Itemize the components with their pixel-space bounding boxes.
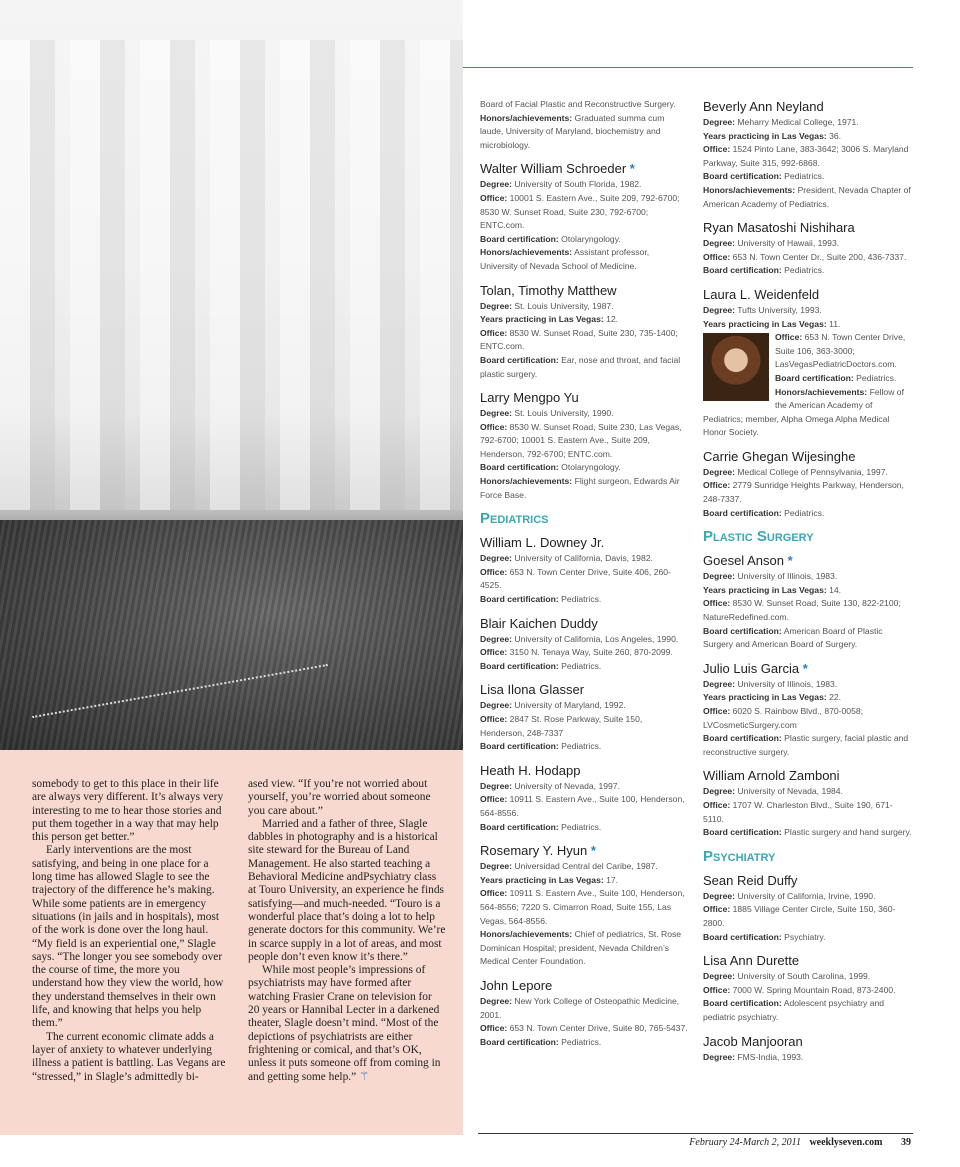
story-paragraph: ased view. “If you’re not worried about yourself, you’re worried about someone you care about.” bbox=[248, 778, 431, 817]
entry-field: Board certification: Pediatrics. bbox=[480, 660, 602, 671]
star-icon: * bbox=[802, 660, 808, 676]
entry-field: Office: 10911 S. Eastern Ave., Suite 100, Henderson, 564-8556; 7220 S. Cimarron Road, Suite 155, Las Vegas, 564-8556. bbox=[480, 888, 685, 926]
entry-field: Honors/achievements: Fellow of the American Academy of Pediatrics; member, Alpha Omega Alpha Medical Honor Society. bbox=[703, 386, 904, 438]
doctor-entry bbox=[480, 842, 688, 969]
star-icon: * bbox=[590, 843, 596, 859]
doctor-name: John Lepore bbox=[480, 977, 553, 993]
doctor-entry bbox=[480, 160, 688, 273]
entry-field: Degree: University of Nevada, 1997. bbox=[480, 780, 620, 791]
story-paragraph: somebody to get to this place in their life are always very different. It’s always very interesting to me to hear those stories and put them together in a way that may help this person get better.” bbox=[32, 778, 224, 844]
entry-field: Honors/achievements: Chief of pediatrics, St. Rose Dominican Hospital; president, Nevada Children’s Medical Center Foundation. bbox=[480, 929, 682, 967]
entry-field: Honors/achievements: Graduated summa cum laude, University of Maryland, biochemistry and microbiology. bbox=[480, 112, 665, 150]
intro-entry bbox=[480, 98, 688, 152]
doctor-entry bbox=[480, 389, 688, 502]
doctor-name: Carrie Ghegan Wijesinghe bbox=[703, 448, 856, 464]
doctor-name: Julio Luis Garcia * bbox=[703, 660, 808, 676]
entry-field: Board of Facial Plastic and Reconstructive Surgery. bbox=[480, 99, 676, 109]
doctor-name: William Arnold Zamboni bbox=[703, 768, 840, 784]
entry-field: Board certification: Pediatrics. bbox=[703, 171, 825, 182]
entry-field: Board certification: Psychiatry. bbox=[703, 931, 826, 942]
entry-field: Board certification: Ear, nose and throat, and facial plastic surgery. bbox=[480, 354, 681, 379]
doctor-name: Tolan, Timothy Matthew bbox=[480, 282, 617, 298]
doctor-entry bbox=[480, 615, 688, 674]
entry-field: Degree: University of California, Los Angeles, 1990. bbox=[480, 633, 679, 644]
entry-field: Board certification: Plastic surgery and hand surgery. bbox=[703, 827, 912, 838]
entry-field: Office: 10001 S. Eastern Ave., Suite 209, 792-6700; 8530 W. Sunset Road, Suite 230, 792-6700; ENTC.com. bbox=[480, 192, 680, 231]
cover-photo bbox=[0, 0, 463, 750]
doctor-list bbox=[480, 160, 688, 502]
doctor-entry bbox=[703, 952, 913, 1024]
section-heading-plastic-surgery: Plastic Surgery bbox=[703, 528, 814, 546]
entry-field: Office: 653 N. Town Center Dr., Suite 200, 436-7337. bbox=[703, 251, 907, 262]
entry-field: Degree: Universidad Central del Caribe, 1987. bbox=[480, 861, 658, 872]
doctor-name: Sean Reid Duffy bbox=[703, 872, 798, 888]
entry-field: Years practicing in Las Vegas: 36. bbox=[703, 130, 842, 141]
entry-field: Years practicing in Las Vegas: 22. bbox=[703, 692, 842, 703]
entry-field: Degree: Medical College of Pennsylvania, 1997. bbox=[703, 466, 888, 477]
entry-field: Degree: University of South Florida, 1982. bbox=[480, 179, 642, 190]
entry-field: Degree: University of California, Davis, 1982. bbox=[480, 553, 653, 564]
section-heading-pediatrics: Pediatrics bbox=[480, 510, 549, 528]
entry-field: Office: 1885 Village Center Circle, Suite 150, 360-2800. bbox=[703, 904, 896, 928]
entry-field: Board certification: Pediatrics. bbox=[480, 741, 602, 752]
entry-field: Board certification: Adolescent psychiatry and pediatric psychiatry. bbox=[703, 998, 885, 1022]
page-footer bbox=[0, 1137, 911, 1148]
page-number: 39 bbox=[901, 1137, 911, 1148]
entry-field: Degree: University of South Carolina, 1999. bbox=[703, 971, 871, 982]
entry-field: Degree: University of Nevada, 1984. bbox=[703, 786, 843, 797]
entry-field: Office: 10911 S. Eastern Ave., Suite 100, Henderson, 564-8556. bbox=[480, 794, 685, 818]
directory-column-left bbox=[480, 98, 688, 1057]
directory-column-right bbox=[703, 98, 913, 1072]
site-link[interactable]: weeklyseven.com bbox=[809, 1137, 883, 1148]
doctor-entry bbox=[703, 767, 913, 839]
entry-field: Office: 2847 St. Rose Parkway, Suite 150, Henderson, 248-7337 bbox=[480, 714, 643, 738]
entry-field: Office: 653 N. Town Center Drive, Suite 80, 765-5437. bbox=[480, 1023, 688, 1034]
entry-field: Degree: New York College of Osteopathic Medicine, 2001. bbox=[480, 995, 680, 1020]
star-icon: * bbox=[787, 553, 793, 569]
entry-field: Degree: University of Illinois, 1983. bbox=[703, 571, 838, 582]
entry-field: Years practicing in Las Vegas: 17. bbox=[480, 874, 619, 885]
doctor-name: Goesel Anson * bbox=[703, 553, 793, 569]
entry-field: Office: 1524 Pinto Lane, 383-3642; 3006 S. Maryland Parkway, Suite 315, 992-6868. bbox=[703, 144, 909, 168]
story-text: While most people’s impressions of psychiatrists may have formed after watching Frasier Crane on television for 20 years or Hannibal Lecter in a darkened theater, Slagle doesn’t mind. “Most of the depictions of psychiatrists are either frightening or comical, and that’s OK, unless it puts someone off from coming in and getting some help.” bbox=[248, 964, 441, 1083]
doctor-name: Blair Kaichen Duddy bbox=[480, 615, 598, 631]
doctor-name: Laura L. Weidenfeld bbox=[703, 286, 820, 302]
entry-field: Office: 2779 Sunridge Heights Parkway, Henderson, 248-7337. bbox=[703, 480, 904, 505]
entry-field: Degree: University of Maryland, 1992. bbox=[480, 700, 626, 711]
doctor-entry bbox=[703, 660, 913, 760]
story-paragraph: Married and a father of three, Slagle dabbles in photography and is a historical site steward for the Bureau of Land Management. He also started teaching a Behavioral Medicine andPsychiatry class at Touro University, an experience he finds satisfying—and much-needed. “Touro is a wonderful place that’s doing a lot to help generate doctors for this community. We’re in scarce supply in a lot of areas, and most people don’t even know it’s there.” bbox=[248, 817, 446, 963]
doctor-name: Larry Mengpo Yu bbox=[480, 390, 579, 406]
doctor-name: Heath H. Hodapp bbox=[480, 762, 581, 778]
entry-field: Degree: University of California, Irvine, 1990. bbox=[703, 890, 876, 901]
doctor-name: William L. Downey Jr. bbox=[480, 535, 605, 551]
entry-field: Board certification: American Board of Plastic Surgery and American Board of Surgery. bbox=[703, 625, 883, 650]
star-icon: * bbox=[629, 161, 635, 177]
doctor-name: Ryan Masatoshi Nishihara bbox=[703, 220, 855, 236]
entry-field: Degree: St. Louis University, 1990. bbox=[480, 408, 614, 419]
doctor-entry bbox=[703, 872, 913, 944]
entry-field: Honors/achievements: Assistant professor, University of Nevada School of Medicine. bbox=[480, 247, 650, 271]
entry-field: Board certification: Pediatrics. bbox=[703, 507, 825, 518]
story-paragraph: Early interventions are the most satisfying, and being in one place for a long time has allowed Slagle to see the trajectory of the difference he’s making. While some patients are in emergency situations (in jails and in hospitals), most of the work is done over the long haul. “My field is an experiential one,” Slagle says. “The longer you see somebody over the course of time, the more you understand how they view the world, how they understand themselves in their own life, and knowing that helps you help them.” bbox=[32, 844, 224, 1030]
entry-field: Honors/achievements: Flight surgeon, Edwards Air Force Base. bbox=[480, 476, 680, 500]
entry-field: Office: 8530 W. Sunset Road, Suite 230, Las Vegas, 792-6700; 10001 S. Eastern Ave., Suite 209, Henderson, 792-6700; ENTC.com. bbox=[480, 421, 682, 459]
photo-blinds bbox=[0, 40, 463, 510]
doctor-list bbox=[703, 872, 913, 1064]
entry-field: Office: 653 N. Town Center Drive, Suite 106, 363-3000; LasVegasPediatricDoctors.com. bbox=[775, 332, 906, 370]
entry-field: Office: 7000 W. Spring Mountain Road, 873-2400. bbox=[703, 984, 896, 995]
doctor-name: Jacob Manjooran bbox=[703, 1033, 803, 1049]
entry-field: Board certification: Pediatrics. bbox=[703, 265, 825, 276]
entry-field: Office: 8530 W. Sunset Road, Suite 130, 822-2100; NatureRedefined.com. bbox=[703, 598, 901, 623]
doctor-name: Lisa Ilona Glasser bbox=[480, 682, 585, 698]
doctor-entry bbox=[703, 286, 913, 440]
entry-field: Board certification: Plastic surgery, facial plastic and reconstructive surgery. bbox=[703, 733, 909, 757]
entry-field: Years practicing in Las Vegas: 14. bbox=[703, 584, 842, 595]
entry-field: Board certification: Otolaryngology. bbox=[480, 233, 621, 244]
doctor-entry bbox=[480, 282, 688, 382]
entry-field: Board certification: Pediatrics. bbox=[480, 1036, 602, 1047]
doctor-name: Lisa Ann Durette bbox=[703, 953, 800, 969]
doctor-entry bbox=[703, 448, 913, 520]
entry-field: Office: 6020 S. Rainbow Blvd., 870-0058; LVCosmeticSurgery.com bbox=[703, 706, 864, 730]
entry-field: Degree: St. Louis University, 1987. bbox=[480, 300, 614, 311]
section-heading-psychiatry: Psychiatry bbox=[703, 847, 776, 865]
entry-field: Office: 3150 N. Tenaya Way, Suite 260, 870-2099. bbox=[480, 647, 673, 658]
entry-field: Degree: Meharry Medical College, 1971. bbox=[703, 117, 859, 127]
doctor-name: Rosemary Y. Hyun * bbox=[480, 843, 596, 859]
photo-sweater bbox=[0, 520, 463, 750]
doctor-portrait bbox=[703, 333, 769, 401]
doctor-entry bbox=[703, 552, 913, 652]
doctor-list bbox=[703, 552, 913, 840]
entry-field: Years practicing in Las Vegas: 12. bbox=[480, 314, 619, 325]
entry-field: Office: 1707 W. Charleston Blvd., Suite 190, 671-5110. bbox=[703, 799, 893, 824]
entry-field: Board certification: Pediatrics. bbox=[775, 372, 897, 383]
story-paragraph: The current economic climate adds a layer of anxiety to whatever underlying illness a patient is battling. Las Vegans are “stressed,” in Slagle’s admittedly bi- bbox=[32, 1030, 226, 1083]
doctor-entry bbox=[480, 534, 688, 606]
doctor-name: Walter William Schroeder * bbox=[480, 161, 635, 177]
entry-field: Degree: University of Hawaii, 1993. bbox=[703, 238, 840, 249]
story-column-1 bbox=[32, 778, 230, 1084]
entry-field: Years practicing in Las Vegas: 11. bbox=[703, 318, 841, 329]
doctor-list bbox=[480, 534, 688, 1049]
doctor-list bbox=[703, 98, 913, 278]
doctor-entry bbox=[703, 1033, 913, 1065]
entry-field: Honors/achievements: President, Nevada Chapter of American Academy of Pediatrics. bbox=[703, 184, 911, 209]
doctor-name: Beverly Ann Neyland bbox=[703, 99, 824, 114]
entry-field: Office: 8530 W. Sunset Road, Suite 230, 735-1400; ENTC.com. bbox=[480, 327, 678, 352]
entry-field: Board certification: Pediatrics. bbox=[480, 821, 602, 832]
footer-rule bbox=[478, 1133, 913, 1134]
entry-field: Degree: University of Illinois, 1983. bbox=[703, 678, 838, 689]
doctor-entry bbox=[703, 98, 913, 211]
doctor-entry bbox=[703, 219, 913, 278]
story-paragraph bbox=[248, 964, 446, 1084]
end-mark-icon: ⚚ bbox=[359, 1070, 370, 1083]
doctor-list bbox=[703, 448, 913, 520]
story-column-2 bbox=[248, 778, 446, 1084]
doctor-entry bbox=[480, 977, 688, 1049]
entry-field: Board certification: Pediatrics. bbox=[480, 594, 602, 605]
entry-field: Board certification: Otolaryngology. bbox=[480, 462, 621, 473]
doctor-entry bbox=[480, 681, 688, 753]
entry-field: Degree: FMS-India, 1993. bbox=[703, 1051, 804, 1062]
issue-date: February 24-March 2, 2011 bbox=[689, 1137, 801, 1148]
doctor-entry bbox=[480, 762, 688, 834]
entry-field: Office: 653 N. Town Center Drive, Suite 406, 260-4525. bbox=[480, 566, 671, 591]
entry-field: Degree: Tufts University, 1993. bbox=[703, 304, 822, 315]
top-rule bbox=[463, 67, 913, 68]
